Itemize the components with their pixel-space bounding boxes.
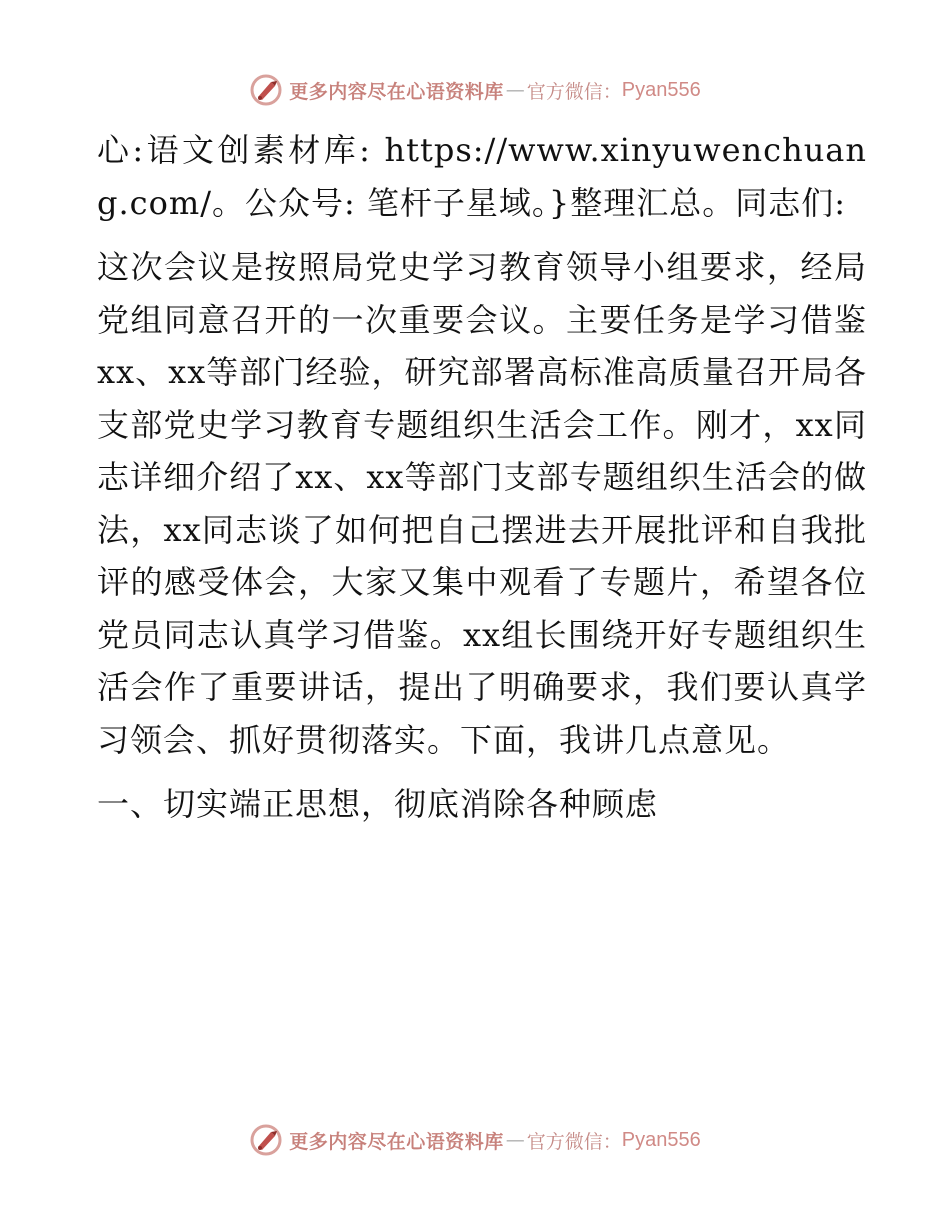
header-watermark-banner xyxy=(0,70,950,110)
footer-watermark-banner xyxy=(0,1120,950,1160)
body-paragraph: 这次会议是按照局党史学习教育领导小组要求，经局党组同意召开的一次重要会议。主要任务是学习借鉴xx、xx等部门经验，研究部署高标准高质量召开局各支部党史学习教育专题组织生活会工作。刚才，xx同志详细介绍了xx、xx等部门支部专题组织生活会的做法，xx同志谈了如何把自己摆进去开展批评和自我批评的感受体会，大家又集中观看了专题片，希望各位党员同志认真学习借鉴。xx组长围绕开好专题组织生活会作了重要讲话，提出了明确要求，我们要认真学习领会、抓好贯彻落实。下面，我讲几点意见。 xyxy=(97,248,867,759)
pen-nib-logo-icon xyxy=(249,73,283,107)
banner-brand-text: 更多内容尽在心语资料库 xyxy=(289,80,504,103)
banner-wechat-account: Pyan556 xyxy=(621,78,701,101)
banner-wechat-label: 官方微信： xyxy=(526,80,622,103)
banner-wechat-label: 官方微信： xyxy=(526,1130,622,1153)
section-heading: 一、切实端正思想，彻底消除各种顾虑 xyxy=(97,785,659,823)
banner-brand-text: 更多内容尽在心语资料库 xyxy=(289,1130,504,1153)
pen-nib-logo-icon xyxy=(249,1123,283,1157)
intro-paragraph: 心:语文创素材库: https://www.xinyuwenchuang.com/。公众号: 笔杆子星域。}整理汇总。同志们: xyxy=(97,131,867,222)
banner-wechat-account: Pyan556 xyxy=(621,1128,701,1151)
banner-separator: — xyxy=(505,79,525,101)
document-body xyxy=(97,124,867,831)
banner-separator: — xyxy=(505,1129,525,1151)
